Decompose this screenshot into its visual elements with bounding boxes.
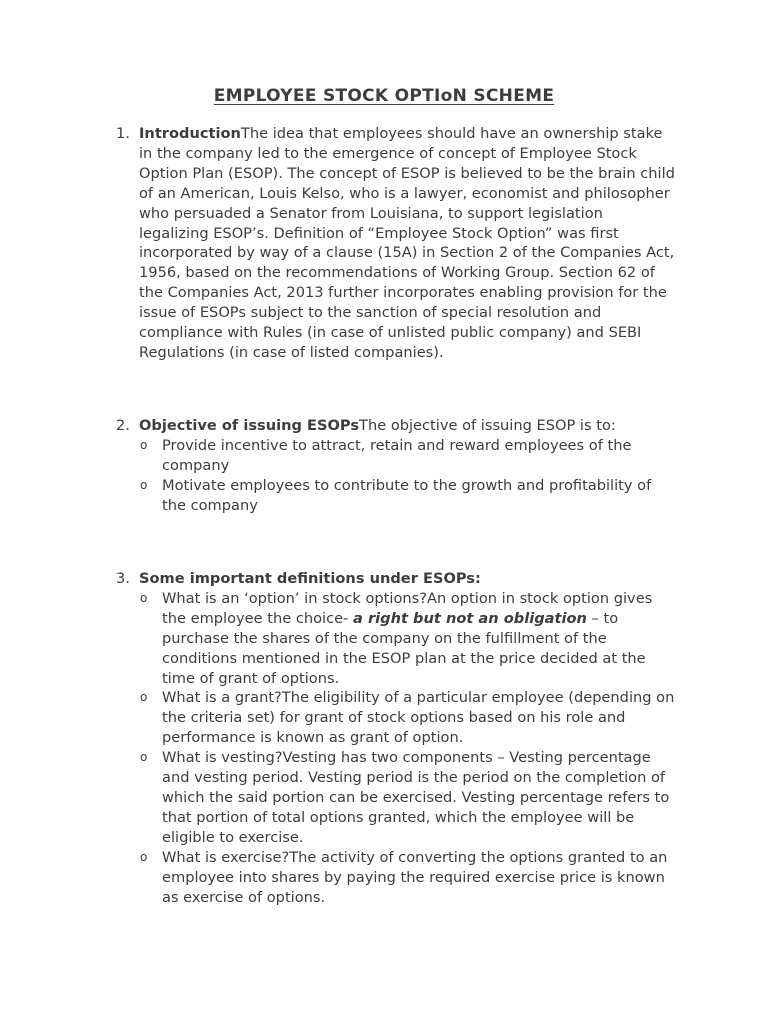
section-text: The idea that employees should have an ownership stake in the company led to the emergence of concept of Employee Stock Option Plan (ESOP). The concept of ESOP is believed to be the brain child of an American, Louis Kelso, who is a lawyer, economist and philosopher who persuaded a Senator from Louisiana, to support legislation legalizing ESOP’s. Definition of “Employee Stock Option” was first incorporated by way of a clause (15A) in Section 2 of the Companies Act, 1956, based on the recommendations of Working Group. Section 62 of the Companies Act, 2013 further incorporates enabling provision for the issue of ESOPs subject to the sanction of special resolution and compliance with Rules (in case of unlisted public company) and SEBI Regulations (in case of listed companies).	[139, 125, 675, 361]
section-introduction	[116, 124, 676, 363]
list-item	[140, 589, 676, 689]
list-item-text: What is exercise?The activity of converting the options granted to an employee into shares by paying the required exercise price is known as exercise of options.	[162, 848, 668, 906]
list-item-text: What is a grant?The eligibility of a particular employee (depending on the criteria set) for grant of stock options based on his role and performance is known as grant of option.	[162, 689, 675, 747]
bullet-marker: o	[140, 477, 148, 492]
list-item-text: What is vesting?Vesting has two components – Vesting percentage and vesting period. Vesting period is the period on the completion of which the said portion can be exercised. Vesting percentage refers to that portion of total options granted, which the employee will be eligible to exercise.	[162, 749, 670, 846]
bullet-marker: o	[140, 590, 148, 605]
section-number: 3.	[116, 570, 130, 587]
section-body	[139, 569, 676, 589]
section-number: 1.	[116, 125, 130, 142]
section-heading: Some important definitions under ESOPs:	[139, 570, 481, 587]
section-heading: Objective of issuing ESOPs	[139, 417, 360, 434]
section-body	[139, 416, 676, 436]
section-definitions	[116, 569, 676, 907]
section-objective	[116, 416, 676, 516]
bullet-marker: o	[140, 849, 148, 864]
emphasis-text: a right but not an obligation	[353, 609, 587, 627]
list-item	[140, 436, 676, 476]
list-item-text: Provide incentive to attract, retain and reward employees of the company	[162, 436, 632, 474]
bullet-marker: o	[140, 437, 148, 452]
section-number: 2.	[116, 417, 130, 434]
section-body	[139, 124, 676, 363]
list-item	[140, 848, 676, 908]
list-item-text: Motivate employees to contribute to the growth and profitability of the company	[162, 476, 652, 514]
list-item	[140, 688, 676, 748]
list-item-text: What is an ‘option’ in stock options?An option in stock option gives the employee the choice-	[162, 589, 653, 627]
bullet-marker: o	[140, 750, 148, 765]
list-item	[140, 476, 676, 516]
bullet-marker: o	[140, 690, 148, 705]
document-title: EMPLOYEE STOCK OPTIoN SCHEME	[213, 86, 555, 106]
section-text: The objective of issuing ESOP is to:	[359, 417, 616, 434]
list-item-text-end: – to purchase the shares of the company on the fulfillment of the conditions mentioned in the ESOP plan at the price decided at the time of grant of options.	[162, 609, 646, 687]
list-item	[140, 748, 676, 848]
section-heading: Introduction	[139, 125, 241, 142]
